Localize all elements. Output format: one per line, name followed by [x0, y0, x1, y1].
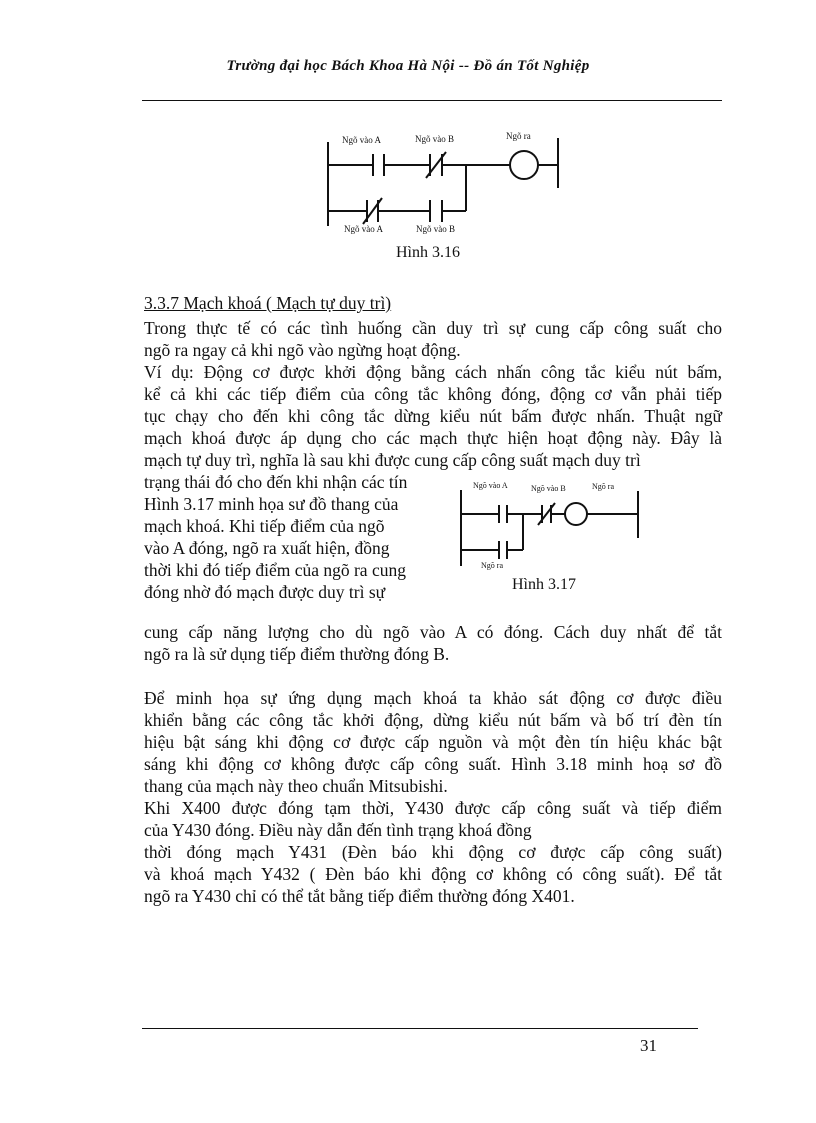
page-header-title: Trường đại học Bách Khoa Hà Nội -- Đồ án Tốt Nghiệp	[226, 58, 590, 74]
paragraph-2-left	[144, 471, 407, 603]
paragraph-line: Hình 3.17 minh họa sư đồ thang của	[144, 494, 399, 514]
paragraph-line: mạch tự duy trì, nghĩa là sau khi được cung cấp công suất mạch duy trì	[144, 450, 641, 470]
output-coil	[565, 503, 587, 525]
paragraph-2-full	[144, 361, 722, 471]
header-rule	[142, 100, 722, 101]
paragraph-line: tục chạy cho đến khi công tắc dừng kiểu nút bấm được nhấn. Thuật ngữ	[144, 406, 722, 426]
paragraph-2-tail	[144, 621, 722, 665]
fig316-caption: Hình 3.16	[396, 244, 460, 261]
paragraph-1	[144, 317, 722, 361]
fig316-label-in-b-top: Ngõ vào B	[415, 134, 454, 144]
paragraph-line: thang của mạch này theo chuẩn Mitsubishi.	[144, 776, 448, 796]
paragraph-line: Trong thực tế có các tình huống cần duy trì sự cung cấp công suất cho	[144, 318, 722, 338]
output-coil	[510, 151, 538, 179]
paragraph-line: hiệu bật sáng khi động cơ được cấp nguồn và một đèn tín hiệu khác bật	[144, 732, 722, 752]
fig316-label-in-a-bottom: Ngõ vào A	[344, 224, 383, 234]
paragraph-line: mạch khoá được áp dụng cho các mạch thực hiện hoạt động này. Đây là	[144, 428, 722, 448]
fig317-label-in-a: Ngõ vào A	[473, 481, 508, 490]
paragraph-line: khiển bằng các công tắc khởi động, dừng kiểu nút bấm và bố trí đèn tín	[144, 710, 722, 730]
paragraph-3	[144, 687, 722, 797]
paragraph-line: của Y430 đóng. Điều này dẫn đến tình trạng khoá đồng	[144, 820, 532, 840]
page-number: 31	[640, 1036, 657, 1055]
paragraph-4	[144, 797, 722, 907]
fig317-label-out: Ngõ ra	[592, 482, 614, 491]
fig316-label-in-a-top: Ngõ vào A	[342, 135, 381, 145]
fig317-caption: Hình 3.17	[512, 576, 576, 593]
fig316-label-out: Ngõ ra	[506, 131, 531, 141]
paragraph-line: kể cả khi các tiếp điểm của công tắc không đóng, động cơ vẫn phải tiếp	[144, 384, 722, 404]
paragraph-line: vào A đóng, ngõ ra xuất hiện, đồng	[144, 538, 390, 558]
footer-rule	[142, 1028, 698, 1029]
section-heading: 3.3.7 Mạch khoá ( Mạch tự duy trì)	[144, 293, 392, 313]
paragraph-line: Để minh họa sự ứng dụng mạch khoá ta khảo sát động cơ được điều	[144, 688, 722, 708]
paragraph-line: cung cấp năng lượng cho dù ngõ vào A có đóng. Cách duy nhất để tắt	[144, 622, 722, 642]
paragraph-line: thời đóng mạch Y431 (Đèn báo khi động cơ được cấp công suất)	[144, 842, 722, 862]
fig317-label-out-bottom: Ngõ ra	[481, 561, 503, 570]
paragraph-line: ngõ ra ngay cả khi ngõ vào ngừng hoạt động.	[144, 340, 461, 360]
paragraph-line: mạch khoá. Khi tiếp điểm của ngõ	[144, 516, 385, 536]
fig316-label-in-b-bottom: Ngõ vào B	[416, 224, 455, 234]
paragraph-line: đóng nhờ đó mạch được duy trì sự	[144, 582, 386, 602]
paragraph-line: sáng khi động cơ không được cấp công suất. Hình 3.18 minh hoạ sơ đồ	[144, 754, 722, 774]
paragraph-line: Khi X400 được đóng tạm thời, Y430 được cấp công suất và tiếp điểm	[144, 798, 722, 818]
paragraph-line: và khoá mạch Y432 ( Đèn báo khi động cơ không có công suất). Để tắt	[144, 864, 722, 884]
paragraph-line: thời khi đó tiếp điểm của ngõ ra cung	[144, 560, 406, 580]
paragraph-line: Ví dụ: Động cơ được khởi động bằng cách nhấn công tắc kiểu nút bấm,	[144, 362, 722, 382]
paragraph-line: ngõ ra là sử dụng tiếp điểm thường đóng B.	[144, 644, 450, 664]
fig317-label-in-b: Ngõ vào B	[531, 484, 566, 493]
paragraph-line: ngõ ra Y430 chỉ có thể tắt bằng tiếp điểm thường đóng X401.	[144, 886, 575, 906]
paragraph-line: trạng thái đó cho đến khi nhận các tín	[144, 472, 408, 492]
